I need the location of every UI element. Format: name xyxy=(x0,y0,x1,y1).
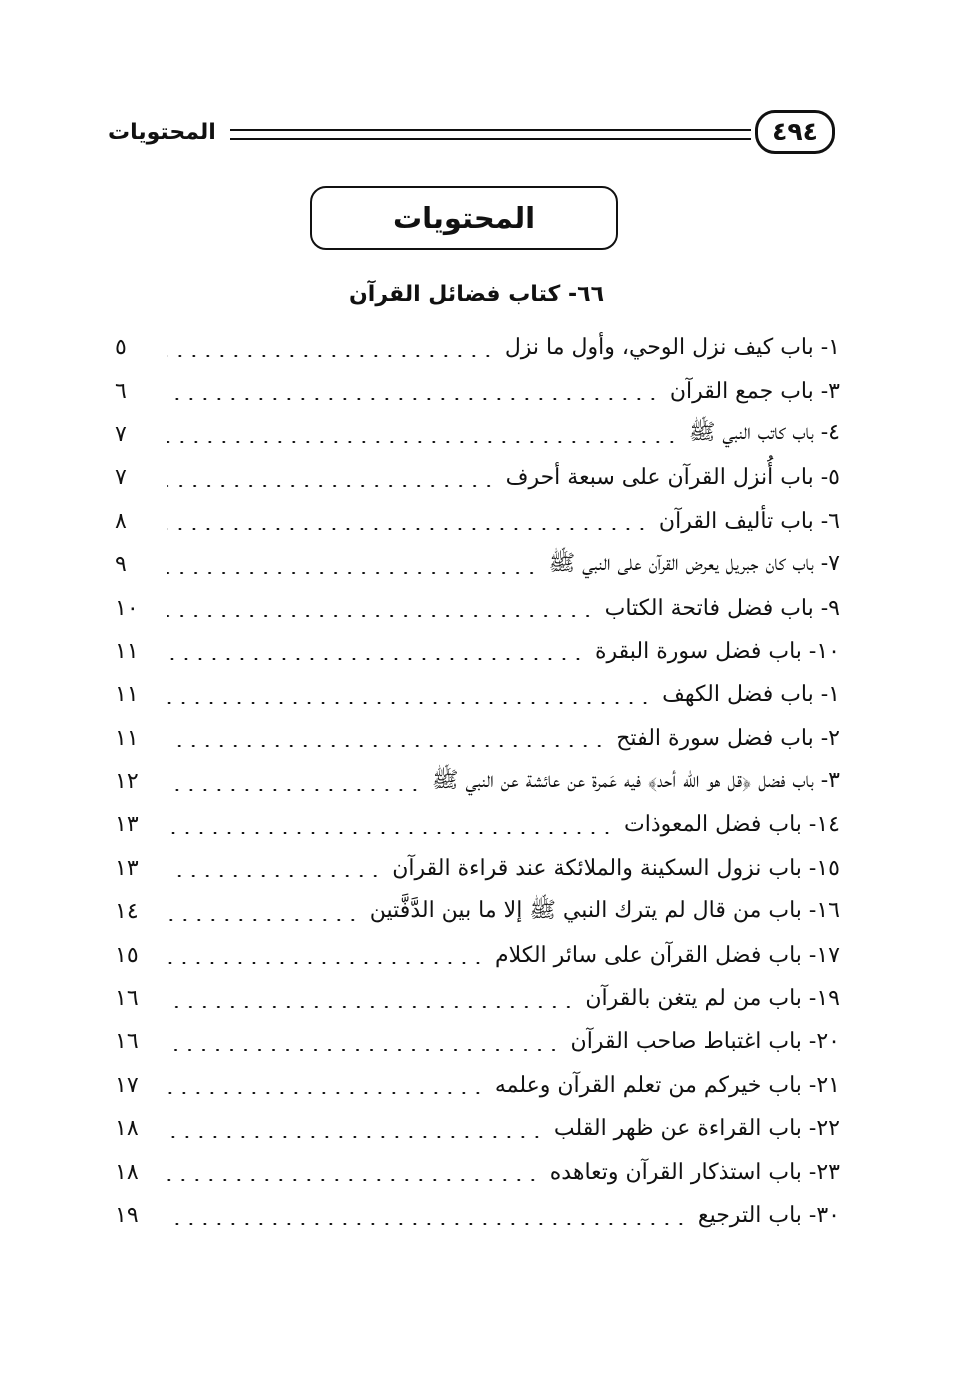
table-of-contents xyxy=(115,326,840,1237)
dot-leader xyxy=(167,789,422,791)
toc-entry[interactable] xyxy=(115,586,840,629)
toc-entry[interactable] xyxy=(115,803,840,846)
toc-entry[interactable] xyxy=(115,369,840,412)
toc-entry[interactable] xyxy=(115,1107,840,1150)
dot-leader xyxy=(167,1049,561,1051)
toc-entry[interactable] xyxy=(115,1020,840,1063)
toc-entry[interactable] xyxy=(115,977,840,1020)
contents-title: المحتويات xyxy=(310,186,618,250)
dot-leader xyxy=(167,875,382,877)
toc-entry-title: ٣- باب فضل ﴿قل هو الله أحد﴾ فيه عَمرة عن عائشة عن النبي ﷺ xyxy=(431,767,840,793)
toc-entry-title: ١٩- باب من لم يتغن بالقرآن xyxy=(585,986,840,1012)
dot-leader xyxy=(167,658,585,660)
toc-entry[interactable] xyxy=(115,673,840,716)
toc-entry-title: ٧- باب كان جبريل يعرض القرآن على النبي ﷺ xyxy=(548,550,840,576)
toc-entry[interactable] xyxy=(115,1150,840,1193)
toc-entry-title: ٢١- باب خيركم من تعلم القرآن وعلمه xyxy=(494,1072,840,1098)
toc-entry-page: ١٧ xyxy=(115,1072,139,1098)
toc-entry[interactable] xyxy=(115,456,840,499)
dot-leader xyxy=(167,832,614,834)
toc-entry-title: ١- باب فضل الكهف xyxy=(662,682,840,708)
toc-entry[interactable] xyxy=(115,890,840,933)
dot-leader xyxy=(167,1136,544,1138)
toc-entry-title: ١- باب كيف نزل الوحي، وأول ما نزل xyxy=(504,335,840,361)
toc-entry[interactable] xyxy=(115,413,840,456)
toc-entry-page: ١١ xyxy=(115,682,139,708)
page-number: ٤٩٤ xyxy=(755,110,835,154)
toc-entry-title: ١٤- باب فضل المعوذات xyxy=(624,812,840,838)
dot-leader xyxy=(167,702,652,704)
toc-entry-page: ١٩ xyxy=(115,1203,139,1228)
toc-entry[interactable] xyxy=(115,1064,840,1107)
toc-entry[interactable] xyxy=(115,543,840,586)
toc-entry-title: ١٦- باب من قال لم يترك النبي ﷺ إلا ما بين الدَّفَّتين xyxy=(369,897,840,923)
page-header xyxy=(100,108,835,158)
toc-entry-page: ٧ xyxy=(115,465,127,491)
toc-entry[interactable] xyxy=(115,717,840,760)
dot-leader xyxy=(167,745,606,747)
dot-leader xyxy=(167,919,360,921)
toc-entry-title: ١٧- باب فضل القرآن على سائر الكلام xyxy=(494,942,840,968)
toc-entry-page: ٩ xyxy=(115,552,127,578)
toc-entry[interactable] xyxy=(115,500,840,543)
toc-entry-page: ١٦ xyxy=(115,986,139,1012)
toc-entry-page: ١١ xyxy=(115,725,139,751)
toc-entry-title: ٦- باب تأليف القرآن xyxy=(658,508,840,534)
toc-entry-title: ٣٠- باب الترجيع xyxy=(697,1203,840,1228)
toc-entry-page: ١٣ xyxy=(115,855,139,881)
toc-entry-page: ١١ xyxy=(115,638,139,664)
toc-entry-title: ٢٣- باب استذكار القرآن وتعاهده xyxy=(549,1159,840,1185)
toc-entry[interactable] xyxy=(115,326,840,369)
toc-entry-page: ١٢ xyxy=(115,769,139,795)
toc-entry-title: ٣- باب جمع القرآن xyxy=(669,378,840,404)
dot-leader xyxy=(167,441,679,443)
toc-entry[interactable] xyxy=(115,933,840,976)
toc-entry-title: ٩- باب فضل فاتحة الكتاب xyxy=(604,595,840,621)
toc-entry[interactable] xyxy=(115,1194,840,1237)
dot-leader xyxy=(167,962,485,964)
dot-leader xyxy=(167,615,595,617)
toc-entry-page: ٥ xyxy=(115,335,127,361)
toc-entry-page: ٦ xyxy=(115,378,127,404)
dot-leader xyxy=(167,398,660,400)
dot-leader xyxy=(167,1092,485,1094)
toc-entry-page: ١٦ xyxy=(115,1029,139,1055)
toc-entry-page: ١٤ xyxy=(115,899,139,925)
toc-entry-title: ٤- باب كاتب النبي ﷺ xyxy=(688,420,840,446)
toc-entry-page: ١٥ xyxy=(115,942,139,968)
dot-leader xyxy=(167,1223,688,1225)
dot-leader xyxy=(167,528,649,530)
toc-entry-page: ١٨ xyxy=(115,1116,139,1142)
dot-leader xyxy=(167,1179,540,1181)
section-heading: ٦٦- كتاب فضائل القرآن xyxy=(349,282,604,307)
toc-entry-title: ٢٢- باب القراءة عن ظهر القلب xyxy=(553,1116,840,1142)
toc-entry-page: ٧ xyxy=(115,421,127,447)
dot-leader xyxy=(167,485,496,487)
toc-entry-page: ١٠ xyxy=(115,595,139,621)
toc-entry[interactable] xyxy=(115,630,840,673)
toc-entry-page: ١٣ xyxy=(115,812,139,838)
header-rule xyxy=(230,129,751,140)
toc-entry-page: ١٨ xyxy=(115,1159,139,1185)
toc-entry-title: ١٥- باب نزول السكينة والملائكة عند قراءة القرآن xyxy=(392,855,840,881)
toc-entry[interactable] xyxy=(115,760,840,803)
toc-entry-title: ٢- باب فضل سورة الفتح xyxy=(616,725,840,751)
toc-entry-page: ٨ xyxy=(115,508,127,534)
toc-entry-title: ١٠- باب فضل سورة البقرة xyxy=(594,638,840,664)
dot-leader xyxy=(167,1006,575,1008)
toc-entry-title: ٥- باب أُنزل القرآن على سبعة أحرف xyxy=(505,465,840,491)
toc-entry-title: ٢٠- باب اغتباط صاحب القرآن xyxy=(570,1029,840,1055)
running-title: المحتويات xyxy=(108,120,216,145)
toc-entry[interactable] xyxy=(115,847,840,890)
dot-leader xyxy=(167,572,539,574)
dot-leader xyxy=(167,355,495,357)
